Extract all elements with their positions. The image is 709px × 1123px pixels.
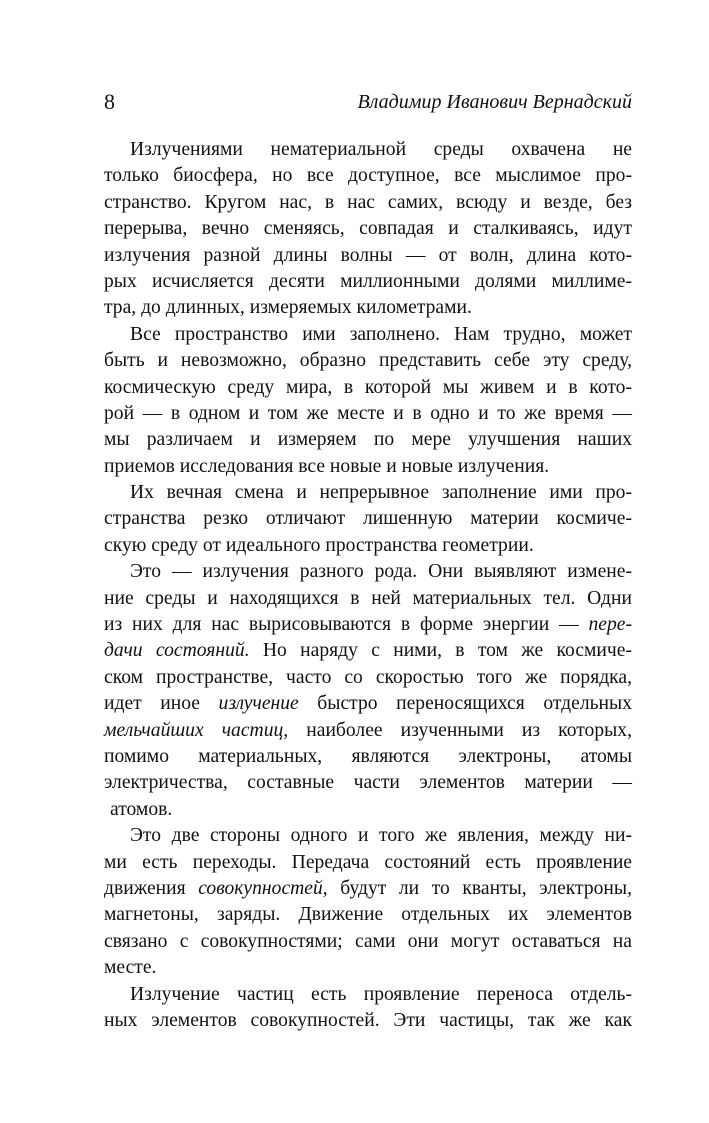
text-line xyxy=(104,770,632,796)
text-line xyxy=(104,295,632,321)
text-segment: Но наряду с ними, в том же космиче- xyxy=(249,640,632,662)
text-segment: помимо материальных, являются электроны, атомы xyxy=(104,745,632,767)
text-segment: перерыва, вечно сменяясь, совпадая и сталкиваясь, идут xyxy=(104,218,632,240)
text-segment: излучения разной длины волны — от волн, длина кото- xyxy=(104,244,632,266)
text-line xyxy=(104,586,632,612)
text-line xyxy=(104,190,632,216)
text-segment: рой — в одном и том же месте и в одно и то же время — xyxy=(104,402,632,424)
italic-segment: пере- xyxy=(588,614,632,636)
text-segment: ние среды и находящихся в ней материальных тел. Одни xyxy=(104,587,632,609)
text-segment: Их вечная смена и непрерывное заполнение ими про- xyxy=(130,482,632,504)
text-segment: месте. xyxy=(104,957,157,979)
text-line xyxy=(104,744,632,770)
text-line xyxy=(104,480,632,506)
text-segment: идет иное xyxy=(104,693,219,715)
text-line xyxy=(104,797,632,823)
text-segment: приемов исследования все новые и новые излучения. xyxy=(104,455,550,477)
text-line xyxy=(104,401,632,427)
text-line xyxy=(104,216,632,242)
text-segment: странства резко отличают лишенную материи космиче- xyxy=(104,508,632,530)
text-line xyxy=(104,929,632,955)
text-segment: Излучениями нематериальной среды охвачена не xyxy=(130,139,632,160)
text-segment: связано с совокупностями; сами они могут оставаться на xyxy=(104,930,632,952)
text-line xyxy=(104,506,632,532)
text-segment: электричества, составные части элементов материи — xyxy=(104,772,632,794)
text-line xyxy=(104,427,632,453)
text-line xyxy=(104,665,632,691)
text-segment: странство. Кругом нас, в нас самих, всюду и везде, без xyxy=(104,191,632,213)
body-text xyxy=(104,137,632,1034)
text-segment: Это две стороны одного и того же явления, между ни- xyxy=(130,825,632,847)
text-segment: только биосфера, но все доступное, все мыслимое про- xyxy=(104,165,632,187)
text-segment: быть и невозможно, образно представить себе эту среду, xyxy=(104,350,632,372)
text-line xyxy=(104,375,632,401)
text-segment: наиболее изученными из которых, xyxy=(288,719,632,741)
text-line xyxy=(104,876,632,902)
text-segment: космическую среду мира, в которой мы живем и в кото- xyxy=(104,376,632,398)
text-segment: из них для нас вырисовываются в форме энергии — xyxy=(104,614,589,636)
text-segment: атомов. xyxy=(110,798,173,820)
text-segment: мы различаем и измеряем по мере улучшения наших xyxy=(104,429,632,451)
text-line xyxy=(104,691,632,717)
text-line xyxy=(104,559,632,585)
text-line xyxy=(104,243,632,269)
text-segment: Излучение частиц есть проявление переноса отдель- xyxy=(130,983,632,1005)
text-line xyxy=(104,902,632,928)
text-segment: Это — излучения разного рода. Они выявляют измене- xyxy=(130,561,632,583)
text-line xyxy=(104,454,632,480)
text-line xyxy=(104,533,632,559)
text-line xyxy=(104,1008,632,1034)
text-line xyxy=(104,322,632,348)
text-segment: ми есть переходы. Передача состояний есть проявление xyxy=(104,851,632,873)
page-number: 8 xyxy=(104,89,115,114)
text-line xyxy=(104,137,632,163)
text-line xyxy=(104,955,632,981)
page-header xyxy=(104,88,632,118)
text-line xyxy=(104,718,632,744)
text-segment: магнетоны, заряды. Движение отдельных их элементов xyxy=(104,904,632,926)
text-line xyxy=(104,612,632,638)
running-head: Владимир Иванович Вернадский xyxy=(357,91,632,113)
text-segment: быстро переносящихся отдельных xyxy=(298,693,632,715)
italic-segment: дачи состояний. xyxy=(104,640,250,662)
text-line xyxy=(104,823,632,849)
text-line xyxy=(104,982,632,1008)
text-segment: скую среду от идеального пространства геометрии. xyxy=(104,534,534,556)
italic-segment: излучение xyxy=(218,693,299,715)
text-segment: ском пространстве, часто со скоростью того же порядка, xyxy=(104,666,632,688)
text-line xyxy=(104,163,632,189)
text-segment: рых исчисляется десяти миллионными долями миллиме- xyxy=(104,270,632,292)
text-segment: ных элементов совокупностей. Эти частицы, так же как xyxy=(104,1009,632,1031)
text-segment: Все пространство ими заполнено. Нам трудно, может xyxy=(130,323,632,345)
text-line xyxy=(104,850,632,876)
text-segment: тра, до длинных, измеряемых километрами. xyxy=(104,297,472,319)
text-segment: , будут ли то кванты, электроны, xyxy=(322,877,632,899)
text-line xyxy=(104,269,632,295)
text-line xyxy=(104,348,632,374)
text-line xyxy=(104,638,632,664)
text-segment: движения xyxy=(104,877,199,899)
italic-segment: совокупностей xyxy=(198,877,323,899)
italic-segment: мельчайших частиц, xyxy=(104,719,289,741)
